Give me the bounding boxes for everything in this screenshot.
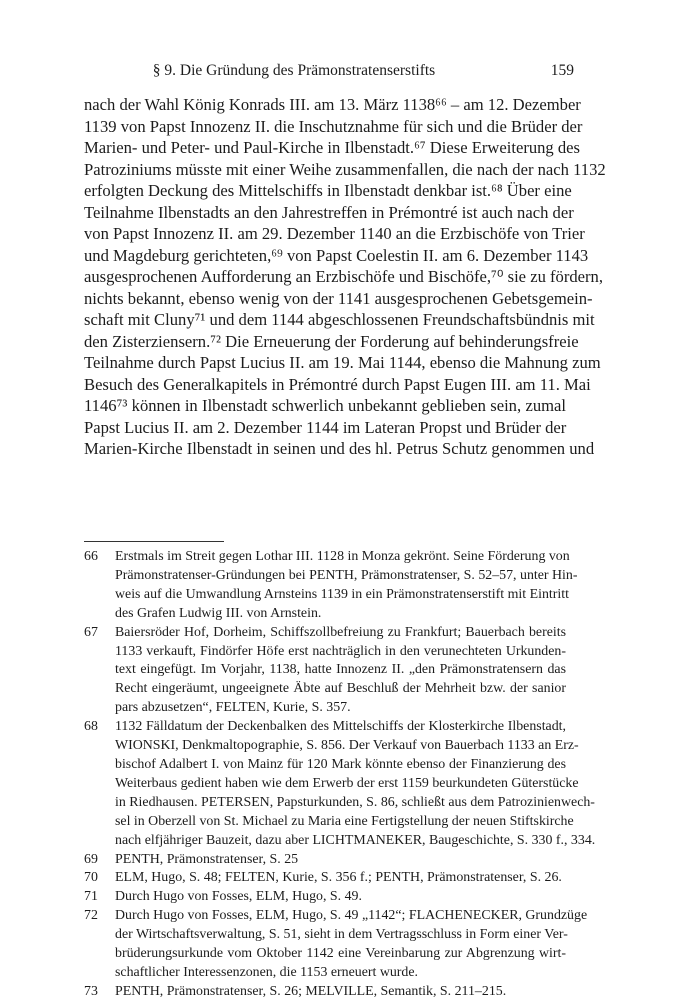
footnote-line: Durch Hugo von Fosses, ELM, Hugo, S. 49 „1142“; FLACHENECKER, Grundzüge xyxy=(115,908,588,924)
footnote-line: sel in Oberzell von St. Michael zu Maria eine Fertigstellung der neuen Stiftskirche xyxy=(115,813,574,829)
footnote-line: nach elfjähriger Bauzeit, dazu aber LICHTMANEKER, Baugeschichte, S. 330 f., 334. xyxy=(115,832,596,848)
footnote-line: in Riedhausen. PETERSEN, Papsturkunden, S. 86, schließt aus dem Patrozinienwech- xyxy=(115,794,595,810)
footnote-line: Erstmals im Streit gegen Lothar III. 1128 in Monza gekrönt. Seine Förderung von xyxy=(115,549,570,564)
footnote-number: 70 xyxy=(84,870,98,886)
footnote-number: 67 xyxy=(84,624,98,640)
footnote xyxy=(84,983,566,1002)
footnote-number: 68 xyxy=(84,719,98,735)
body-line: nach der Wahl König Konrads III. am 13. März 1138⁶⁶ – am 12. Dezember xyxy=(84,95,581,114)
footnote-line: weis auf die Umwandlung Arnsteins 1139 in ein Prämonstratenserstift mit Eintritt xyxy=(115,586,569,602)
body-line: von Papst Innozenz II. am 29. Dezember 1140 an die Erzbischöfe von Trier xyxy=(84,224,585,243)
footnote-line: Weiterbaus gedient haben wie dem Erwerb der erst 1159 beurkundeten Güterstücke xyxy=(115,775,579,791)
footnote-line: bischof Adalbert I. von Mainz für 120 Mark könnte ebenso der Finanzierung des xyxy=(115,756,566,772)
footnote-line: Prämonstratenser-Gründungen bei PENTH, Prämonstratenser, S. 52–57, unter Hin- xyxy=(115,567,578,583)
footnote-line: 1132 Fälldatum der Deckenbalken des Mittelschiffs der Klosterkirche Ilbenstadt, xyxy=(115,719,566,735)
body-line: ausgesprochenen Aufforderung an Erzbischöfe und Bischöfe,⁷⁰ sie zu fördern, xyxy=(84,267,603,286)
footnote xyxy=(84,548,578,624)
footnote-line: pars abzusetzen“, FELTEN, Kurie, S. 357. xyxy=(115,700,351,716)
body-line: 1139 von Papst Innozenz II. die Inschutznahme für sich und die Brüder der xyxy=(84,116,583,136)
footnote-line: WIONSKI, Denkmaltopographie, S. 856. Der Verkauf von Bauerbach 1133 an Erz- xyxy=(115,738,579,754)
body-line: nichts bekannt, ebenso wenig von der 1141 ausgesprochenen Gebetsgemein- xyxy=(84,288,593,308)
footnote-number: 69 xyxy=(84,851,98,867)
body-line: Besuch des Generalkapitels in Prémontré durch Papst Eugen III. am 11. Mai xyxy=(84,374,591,394)
footnote-line: PENTH, Prämonstratenser, S. 26; MELVILLE, Semantik, S. 211–215. xyxy=(115,983,507,999)
footnote xyxy=(84,888,566,907)
footnote-number: 71 xyxy=(84,889,98,905)
footnote-line: PENTH, Prämonstratenser, S. 25 xyxy=(115,851,299,867)
footnote xyxy=(84,624,566,719)
footnote-line: brüderungsurkunde vom Oktober 1142 eine Vereinbarung zur Abgrenzung wirt- xyxy=(115,946,566,962)
footnote-separator xyxy=(84,541,224,542)
body-line: den Zisterziensern.⁷² Die Erneuerung der Forderung auf behinderungsfreie xyxy=(84,331,579,351)
body-line: und Magdeburg gerichteten,⁶⁹ von Papst Coelestin II. am 6. Dezember 1143 xyxy=(84,245,589,265)
body-line: erfolgten Deckung des Mittelschiffs in Ilbenstadt denkbar ist.⁶⁸ Über eine xyxy=(84,181,572,200)
page-number: 159 xyxy=(550,62,574,79)
page-header xyxy=(84,62,574,82)
body-line: schaft mit Cluny⁷¹ und dem 1144 abgeschlossenen Freundschaftsbündnis mit xyxy=(84,310,595,329)
footnote-line: ELM, Hugo, S. 48; FELTEN, Kurie, S. 356 f.; PENTH, Prämonstratenser, S. 26. xyxy=(115,870,562,886)
footnote-line: der Wirtschaftsverwaltung, S. 51, sieht in dem Vertragsschluss in Form einer Ver- xyxy=(115,927,568,943)
body-text xyxy=(84,94,606,460)
body-line: Marien-Kirche Ilbenstadt in seinen und des hl. Petrus Schutz genommen und xyxy=(84,439,595,458)
footnote-line: Baiersröder Hof, Dorheim, Schiffszollbefreiung zu Frankfurt; Bauerbach bereits xyxy=(115,624,566,640)
body-line: Teilnahme durch Papst Lucius II. am 19. Mai 1144, ebenso die Mahnung zum xyxy=(84,353,601,372)
footnote xyxy=(84,907,588,983)
footnote-number: 73 xyxy=(84,983,98,999)
footnote-line: des Grafen Ludwig III. von Arnstein. xyxy=(115,605,322,621)
footnote xyxy=(84,718,596,850)
footnote xyxy=(84,869,566,888)
footnote-number: 66 xyxy=(84,549,98,564)
body-line: 1146⁷³ können in Ilbenstadt schwerlich unbekannt geblieben sein, zumal xyxy=(84,396,566,415)
footnote xyxy=(84,851,566,870)
footnote-line: Recht eingeräumt, ungeeignete Äbte auf Beschluß der Mehrheit bzw. der sanior xyxy=(115,681,566,697)
footnote-line: text eingefügt. Im Vorjahr, 1138, hatte Innozenz II. „den Prämonstratensern das xyxy=(115,662,566,678)
body-line: Papst Lucius II. am 2. Dezember 1144 im Lateran Propst und Brüder der xyxy=(84,417,567,437)
footnote-number: 72 xyxy=(84,908,98,924)
body-line: Marien- und Peter- und Paul-Kirche in Ilbenstadt.⁶⁷ Diese Erweiterung des xyxy=(84,138,580,157)
footnote-line: 1133 verkauft, Findörfer Höfe erst nachträglich in den verunechteten Urkunden- xyxy=(115,643,566,659)
footnote-line: schaftlicher Interessenzonen, die 1153 erneuert wurde. xyxy=(115,964,419,980)
running-title: § 9. Die Gründung des Prämonstratenserstifts xyxy=(152,62,436,79)
footnotes xyxy=(84,548,596,1002)
footnote-line: Durch Hugo von Fosses, ELM, Hugo, S. 49. xyxy=(115,889,362,905)
body-line: Patroziniums müsste mit einer Weihe zusammenfallen, die nach der nach 1132 xyxy=(84,159,606,179)
body-line: Teilnahme Ilbenstadts an den Jahrestreffen in Prémontré ist auch nach der xyxy=(84,202,574,222)
